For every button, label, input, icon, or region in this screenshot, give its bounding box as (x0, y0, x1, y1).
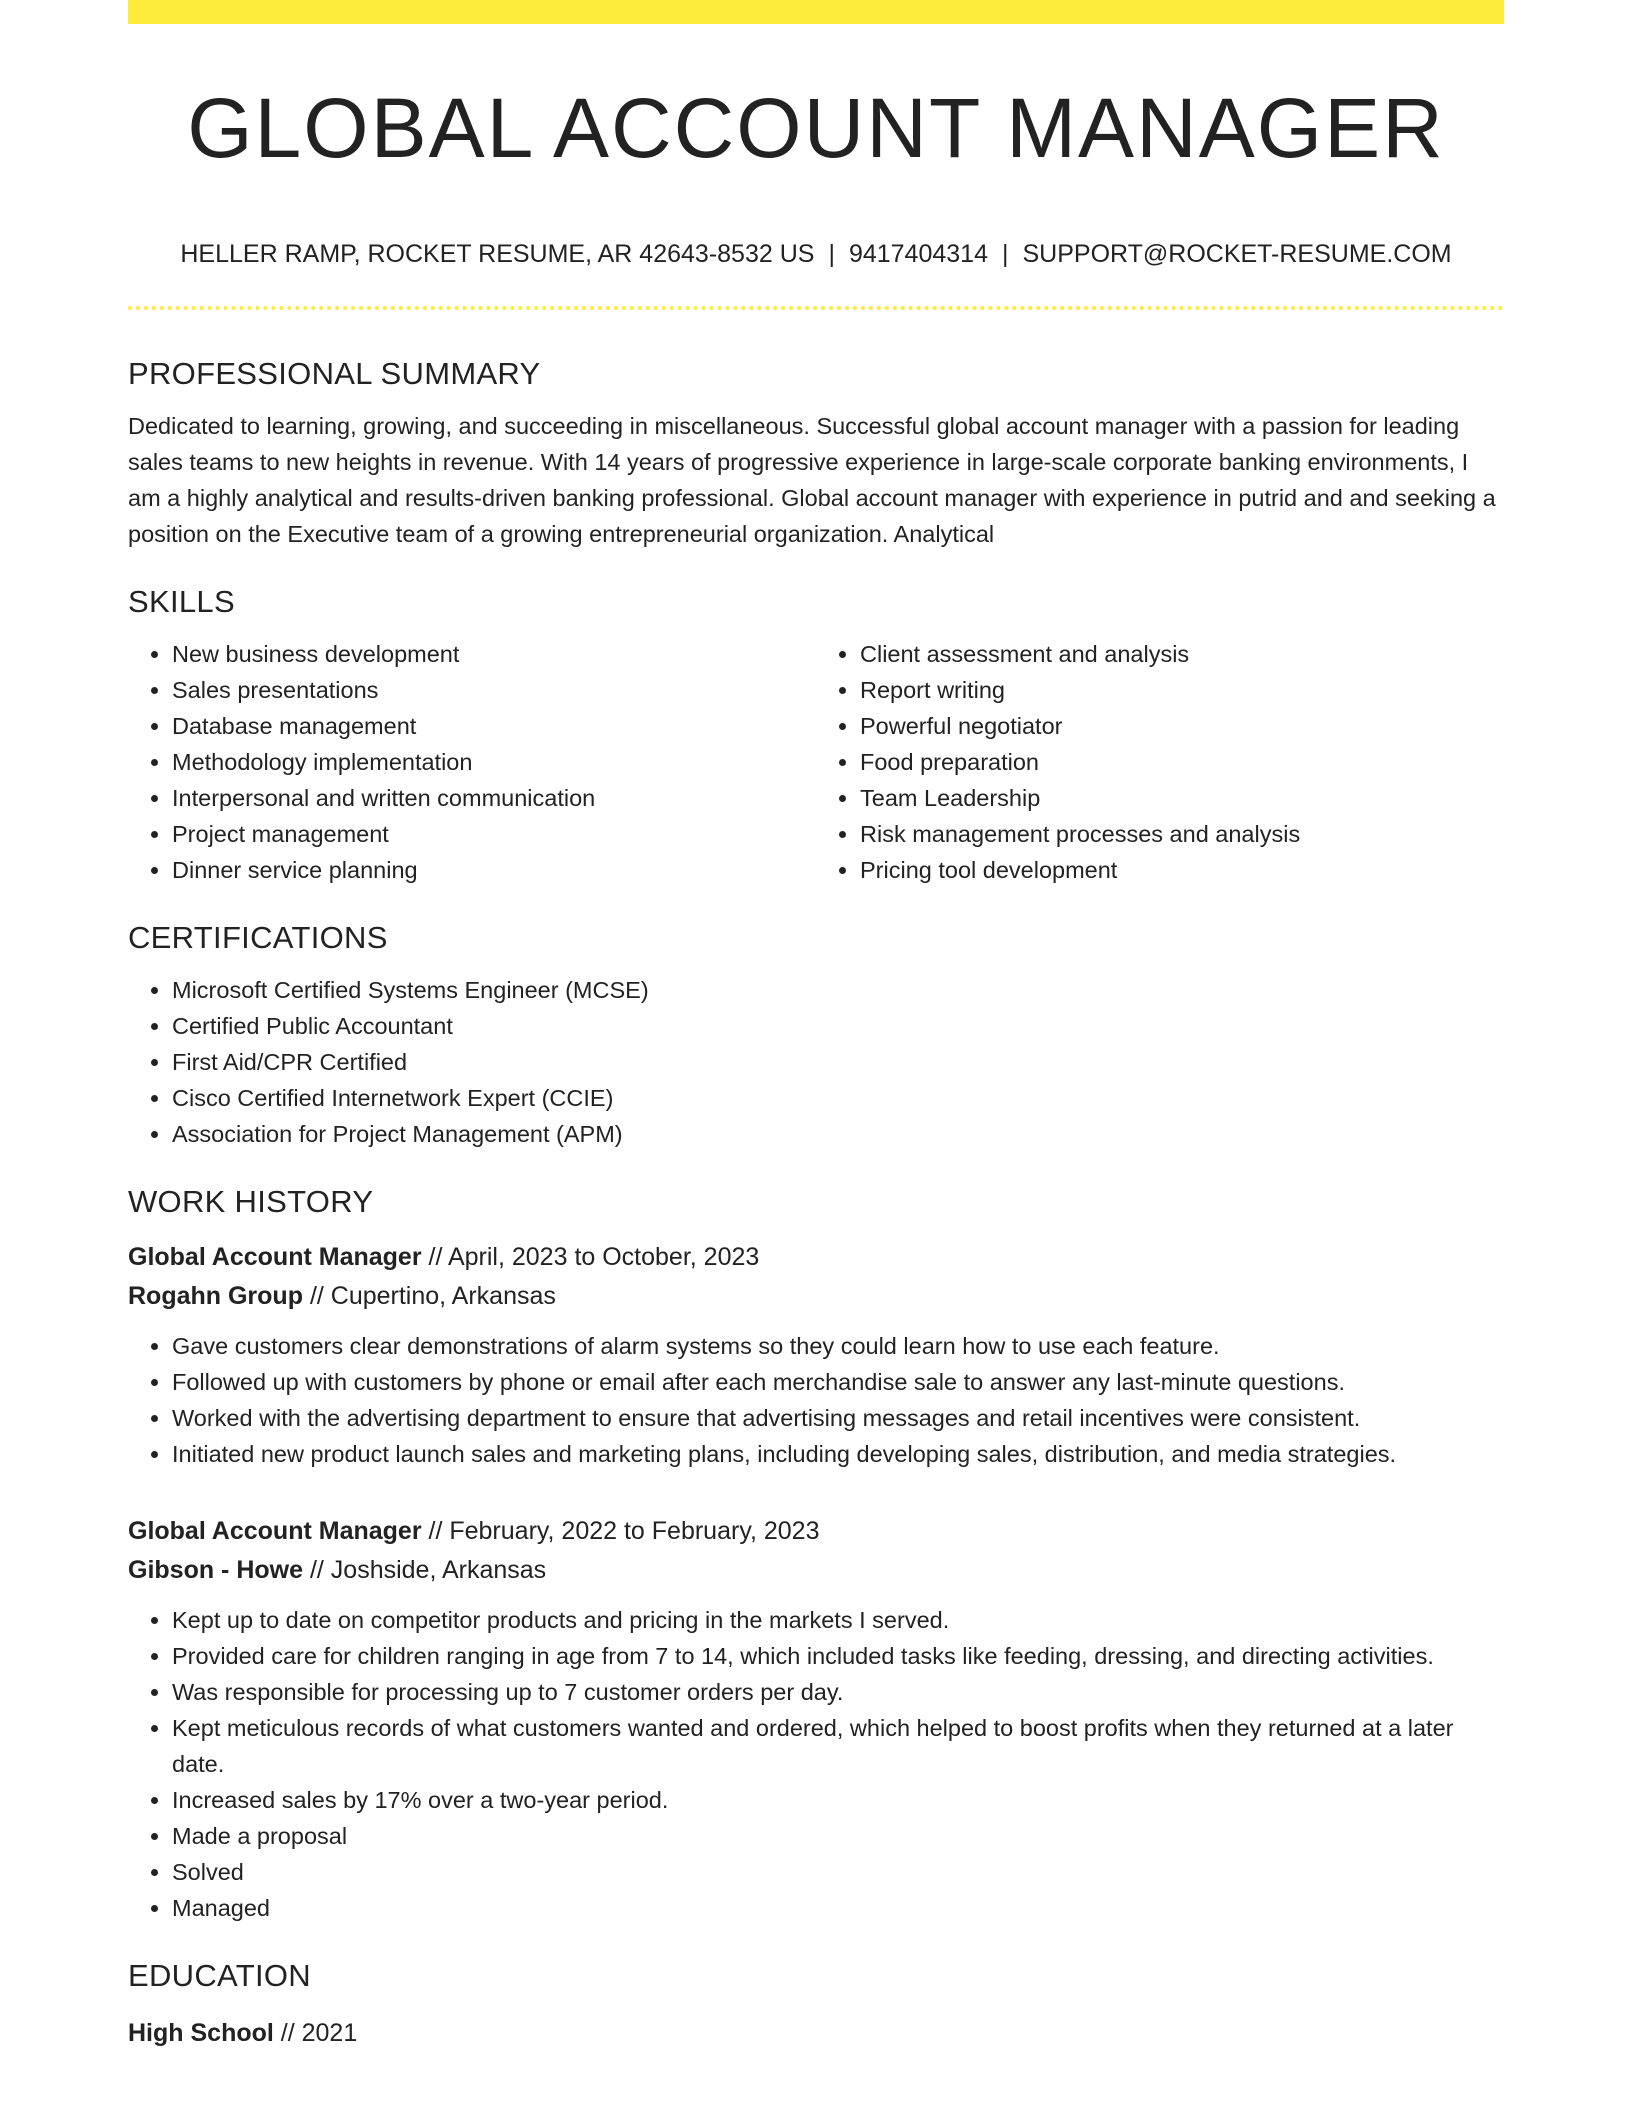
list-item: • Report writing (860, 672, 1504, 708)
job-title: Global Account Manager (128, 1243, 422, 1271)
section-heading-work-history: WORK HISTORY (128, 1184, 374, 1219)
list-item: • Pricing tool development (860, 852, 1504, 888)
education-year: // 2021 (280, 2019, 358, 2047)
list-item: • Increased sales by 17% over a two-year period. (172, 1782, 1504, 1818)
list-item: • Solved (172, 1854, 1504, 1890)
list-item: • Database management (172, 708, 816, 744)
skills-columns (128, 636, 1504, 888)
job-company-line (128, 1277, 1504, 1316)
list-item: • Microsoft Certified Systems Engineer (MCSE) (172, 972, 1504, 1008)
list-item: • Association for Project Management (APM) (172, 1116, 1504, 1152)
list-item: • Kept meticulous records of what customers wanted and ordered, which helped to boost profits when they returned at a later date. (172, 1710, 1504, 1782)
skills-list-left (128, 636, 816, 888)
job-location: // Joshside, Arkansas (309, 1556, 547, 1584)
list-item: • Kept up to date on competitor products and pricing in the markets I served. (172, 1602, 1504, 1638)
list-item: • Client assessment and analysis (860, 636, 1504, 672)
work-history-section (128, 1180, 1504, 1926)
section-heading-summary: PROFESSIONAL SUMMARY (128, 356, 541, 391)
list-item: • Methodology implementation (172, 744, 816, 780)
page-title: GLOBAL ACCOUNT MANAGER (187, 81, 1445, 175)
dotted-divider (128, 306, 1504, 310)
list-item: • Project management (172, 816, 816, 852)
list-item: • Food preparation (860, 744, 1504, 780)
list-item: • Risk management processes and analysis (860, 816, 1504, 852)
list-item: • Gave customers clear demonstrations of alarm systems so they could learn how to use each feature. (172, 1328, 1504, 1364)
section-heading-education: EDUCATION (128, 1958, 311, 1993)
job-entry (128, 1238, 1504, 1472)
list-item: • First Aid/CPR Certified (172, 1044, 1504, 1080)
job-title-line (128, 1238, 1504, 1277)
list-item: • New business development (172, 636, 816, 672)
list-item: • Provided care for children ranging in age from 7 to 14, which included tasks like feeding, dressing, and directing activities. (172, 1638, 1504, 1674)
summary-text: Dedicated to learning, growing, and succeeding in miscellaneous. Successful global account manager with a passion for leading sales teams to new heights in revenue. With 14 years of progressive experience in large-scale corporate banking environments, I am a highly analytical and results-driven banking professional. Global account manager with experience in putrid and and seeking a position on the Executive team of a growing entrepreneurial organization. Analytical (128, 413, 1496, 547)
section-heading-skills: SKILLS (128, 584, 235, 619)
summary-section (128, 352, 1504, 552)
list-item: • Dinner service planning (172, 852, 816, 888)
list-item: • Powerful negotiator (860, 708, 1504, 744)
job-bullets (128, 1328, 1504, 1472)
list-item: • Was responsible for processing up to 7 customer orders per day. (172, 1674, 1504, 1710)
section-heading-certifications: CERTIFICATIONS (128, 920, 388, 955)
job-company: Gibson - Howe (128, 1556, 303, 1584)
certifications-section (128, 916, 1504, 1152)
list-item: • Followed up with customers by phone or email after each merchandise sale to answer any last-minute questions. (172, 1364, 1504, 1400)
education-school: High School (128, 2019, 274, 2047)
list-item: • Worked with the advertising department to ensure that advertising messages and retail incentives were consistent. (172, 1400, 1504, 1436)
certifications-list (128, 972, 1504, 1152)
list-item: • Cisco Certified Internetwork Expert (CCIE) (172, 1080, 1504, 1116)
job-company: Rogahn Group (128, 1282, 303, 1310)
job-entry (128, 1512, 1504, 1926)
job-dates: // April, 2023 to October, 2023 (428, 1243, 760, 1271)
job-company-line (128, 1551, 1504, 1590)
resume-content (128, 352, 1504, 2053)
contact-separator: | (828, 240, 835, 268)
education-section (128, 1954, 1504, 2053)
list-item: • Interpersonal and written communication (172, 780, 816, 816)
list-item: • Initiated new product launch sales and marketing plans, including developing sales, distribution, and media strategies. (172, 1436, 1504, 1472)
job-title-line (128, 1512, 1504, 1551)
contact-separator: | (1001, 240, 1009, 268)
list-item: • Sales presentations (172, 672, 816, 708)
skills-list-right (816, 636, 1504, 888)
list-item: • Managed (172, 1890, 1504, 1926)
contact-address: HELLER RAMP, ROCKET RESUME, AR 42643-8532 US (180, 240, 815, 268)
job-title: Global Account Manager (128, 1517, 422, 1545)
job-bullets (128, 1602, 1504, 1926)
contact-line (128, 236, 1504, 272)
job-location: // Cupertino, Arkansas (309, 1282, 556, 1310)
list-item: • Certified Public Accountant (172, 1008, 1504, 1044)
contact-phone: 9417404314 (848, 240, 988, 268)
job-dates: // February, 2022 to February, 2023 (428, 1517, 820, 1545)
education-entry (128, 2014, 1504, 2053)
contact-email: SUPPORT@ROCKET-RESUME.COM (1022, 240, 1452, 268)
accent-top-bar (128, 0, 1504, 24)
list-item: • Made a proposal (172, 1818, 1504, 1854)
list-item: • Team Leadership (860, 780, 1504, 816)
skills-section (128, 580, 1504, 888)
